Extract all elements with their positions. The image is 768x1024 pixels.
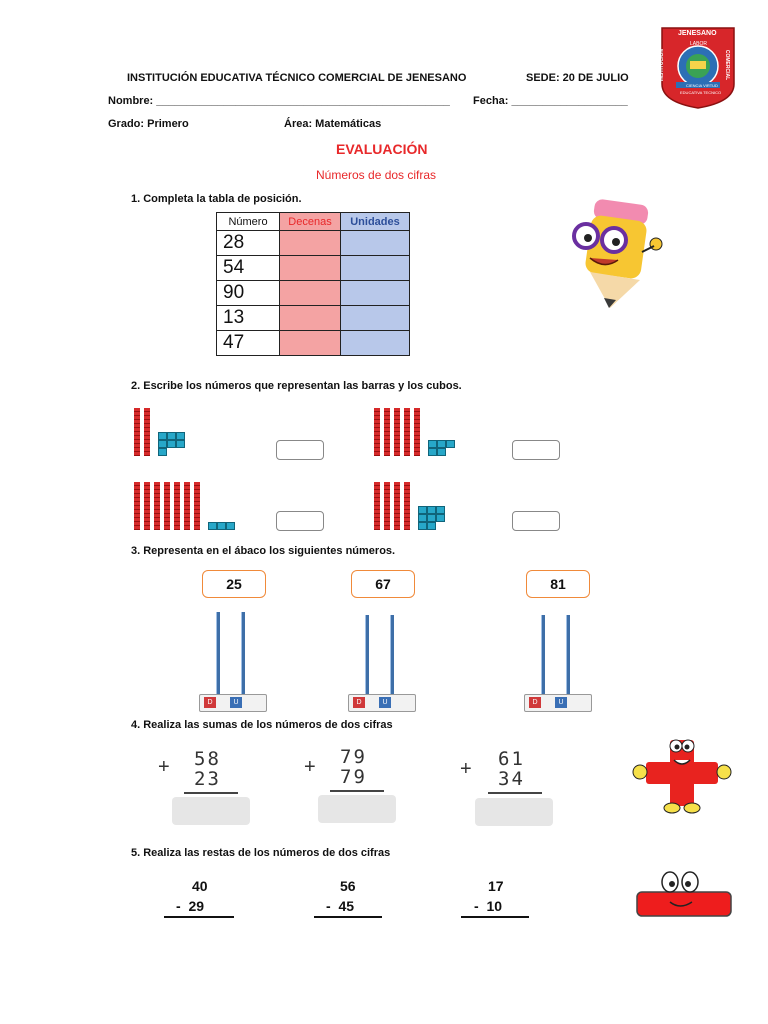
header-decenas: Decenas bbox=[280, 213, 341, 231]
one-cube bbox=[427, 514, 436, 522]
question-5-label: 5. Realiza las restas de los números de dos cifras bbox=[131, 847, 391, 859]
one-cube bbox=[446, 440, 455, 448]
abacus-u-label: U bbox=[555, 697, 567, 708]
abacus-number-box: 81 bbox=[526, 570, 590, 598]
one-cube bbox=[418, 514, 427, 522]
school-logo bbox=[660, 26, 736, 110]
number-cell: 13 bbox=[217, 306, 280, 331]
unidades-cell[interactable] bbox=[341, 256, 410, 281]
one-cube bbox=[437, 448, 446, 456]
sub-subtrahend: - 29 bbox=[176, 898, 205, 914]
one-cube bbox=[208, 522, 217, 530]
sub-minuend: 17 bbox=[488, 878, 504, 894]
ten-bar bbox=[384, 408, 390, 456]
one-cube bbox=[158, 432, 167, 440]
ten-bar bbox=[134, 408, 140, 456]
abacus-u-label: U bbox=[230, 697, 242, 708]
logo-top-text: JENESANO bbox=[678, 30, 717, 37]
ten-bar bbox=[374, 482, 380, 530]
unidades-cell[interactable] bbox=[341, 281, 410, 306]
sede: SEDE: 20 DE JULIO bbox=[526, 72, 629, 84]
question-3-label: 3. Representa en el ábaco los siguientes números. bbox=[131, 545, 396, 557]
sub-minuend: 56 bbox=[340, 878, 356, 894]
abacus-d-label: D bbox=[529, 697, 541, 708]
logo-banner-text: CIENCIA VIRTUD bbox=[686, 83, 718, 88]
header-unidades: Unidades bbox=[341, 213, 410, 231]
ten-bar bbox=[144, 408, 150, 456]
sum-addend-a: 79 bbox=[340, 746, 367, 768]
sub-line bbox=[164, 916, 234, 918]
one-cube bbox=[226, 522, 235, 530]
logo-labor-text: LABOR bbox=[690, 41, 707, 47]
ten-bar bbox=[394, 408, 400, 456]
number-cell: 90 bbox=[217, 281, 280, 306]
one-cube bbox=[158, 448, 167, 456]
header-numero: Número bbox=[217, 213, 280, 231]
decenas-cell[interactable] bbox=[280, 306, 341, 331]
ten-bar bbox=[164, 482, 170, 530]
abacus-rod-unidades[interactable] bbox=[566, 615, 570, 695]
answer-box[interactable] bbox=[276, 511, 324, 531]
one-cube bbox=[428, 448, 437, 456]
sub-minuend: 40 bbox=[192, 878, 208, 894]
abacus-rod-unidades[interactable] bbox=[390, 615, 394, 695]
ten-bar bbox=[404, 482, 410, 530]
decenas-cell[interactable] bbox=[280, 281, 341, 306]
ten-bar bbox=[154, 482, 160, 530]
sub-subtrahend: - 10 bbox=[474, 898, 503, 914]
sum-addend-a: 61 bbox=[498, 748, 525, 770]
abacus-rod-unidades[interactable] bbox=[241, 612, 245, 694]
decenas-cell[interactable] bbox=[280, 331, 341, 356]
logo-right-text: COMERCIAL bbox=[724, 49, 731, 81]
nombre-field[interactable]: Nombre: ________________________________________________ bbox=[108, 95, 450, 107]
one-cube bbox=[176, 440, 185, 448]
decenas-cell[interactable] bbox=[280, 231, 341, 256]
institution-name: INSTITUCIÓN EDUCATIVA TÉCNICO COMERCIAL DE JENESANO bbox=[127, 72, 467, 84]
fecha-field[interactable]: Fecha: ___________________ bbox=[473, 95, 628, 107]
one-cube bbox=[418, 522, 427, 530]
abacus-d-label: D bbox=[353, 697, 365, 708]
page-subtitle: Números de dos cifras bbox=[316, 168, 437, 182]
table-row bbox=[217, 281, 410, 306]
abacus-base bbox=[348, 694, 416, 712]
sub-line bbox=[314, 916, 382, 918]
sub-line bbox=[461, 916, 529, 918]
sum-addend-b: 23 bbox=[194, 768, 221, 790]
question-4-label: 4. Realiza las sumas de los números de dos cifras bbox=[131, 719, 393, 731]
table-row bbox=[217, 331, 410, 356]
logo-bottom-text: EDUCATIVA TECNICO bbox=[680, 90, 722, 95]
number-cell: 28 bbox=[217, 231, 280, 256]
one-cube bbox=[418, 506, 427, 514]
one-cube bbox=[158, 440, 167, 448]
table-row bbox=[217, 256, 410, 281]
table-row bbox=[217, 231, 410, 256]
answer-box[interactable] bbox=[512, 511, 560, 531]
one-cube bbox=[427, 522, 436, 530]
position-table bbox=[216, 212, 410, 356]
abacus-rod-decenas[interactable] bbox=[541, 615, 545, 695]
question-2-label: 2. Escribe los números que representan las barras y los cubos. bbox=[131, 380, 462, 392]
sum-addend-b: 79 bbox=[340, 766, 367, 788]
sum-answer-box[interactable] bbox=[318, 795, 396, 823]
sum-line bbox=[184, 792, 238, 794]
abacus-u-label: U bbox=[379, 697, 391, 708]
plus-mascot-image bbox=[632, 734, 732, 814]
one-cube bbox=[436, 506, 445, 514]
area: Área: Matemáticas bbox=[284, 118, 382, 130]
ten-bar bbox=[144, 482, 150, 530]
one-cube bbox=[428, 440, 437, 448]
one-cube bbox=[167, 432, 176, 440]
grado: Grado: Primero bbox=[108, 118, 189, 130]
ten-bar bbox=[414, 408, 420, 456]
abacus-rod-decenas[interactable] bbox=[216, 612, 220, 694]
ten-bar bbox=[394, 482, 400, 530]
abacus-number-box: 67 bbox=[351, 570, 415, 598]
abacus-base bbox=[524, 694, 592, 712]
ten-bar bbox=[184, 482, 190, 530]
ten-bar bbox=[134, 482, 140, 530]
ten-bar bbox=[384, 482, 390, 530]
abacus-rod-decenas[interactable] bbox=[365, 615, 369, 695]
sum-answer-box[interactable] bbox=[172, 797, 250, 825]
one-cube bbox=[437, 440, 446, 448]
ten-bar bbox=[374, 408, 380, 456]
logo-left-text: INSTITUCIÓN bbox=[658, 49, 665, 81]
answer-box[interactable] bbox=[512, 440, 560, 460]
ten-bar bbox=[404, 408, 410, 456]
abacus-base bbox=[199, 694, 267, 712]
sum-addend-b: 34 bbox=[498, 768, 525, 790]
one-cube bbox=[167, 440, 176, 448]
number-cell: 47 bbox=[217, 331, 280, 356]
unidades-cell[interactable] bbox=[341, 331, 410, 356]
sum-answer-box[interactable] bbox=[475, 798, 553, 826]
answer-box[interactable] bbox=[276, 440, 324, 460]
one-cube bbox=[176, 432, 185, 440]
one-cube bbox=[436, 514, 445, 522]
one-cube bbox=[217, 522, 226, 530]
pencil-mascot-image bbox=[562, 196, 666, 312]
sum-line bbox=[488, 792, 542, 794]
number-cell: 54 bbox=[217, 256, 280, 281]
abacus-number-box: 25 bbox=[202, 570, 266, 598]
minus-mascot-image bbox=[634, 864, 734, 922]
table-row bbox=[217, 306, 410, 331]
ten-bar bbox=[174, 482, 180, 530]
plus-sign: + bbox=[304, 756, 316, 778]
sum-line bbox=[330, 790, 384, 792]
sub-subtrahend: - 45 bbox=[326, 898, 355, 914]
question-1-label: 1. Completa la tabla de posición. bbox=[131, 193, 302, 205]
sum-addend-a: 58 bbox=[194, 748, 221, 770]
unidades-cell[interactable] bbox=[341, 306, 410, 331]
unidades-cell[interactable] bbox=[341, 231, 410, 256]
ten-bar bbox=[194, 482, 200, 530]
decenas-cell[interactable] bbox=[280, 256, 341, 281]
one-cube bbox=[427, 506, 436, 514]
page-title: EVALUACIÓN bbox=[336, 141, 428, 157]
plus-sign: + bbox=[460, 758, 472, 780]
abacus-d-label: D bbox=[204, 697, 216, 708]
plus-sign: + bbox=[158, 756, 170, 778]
